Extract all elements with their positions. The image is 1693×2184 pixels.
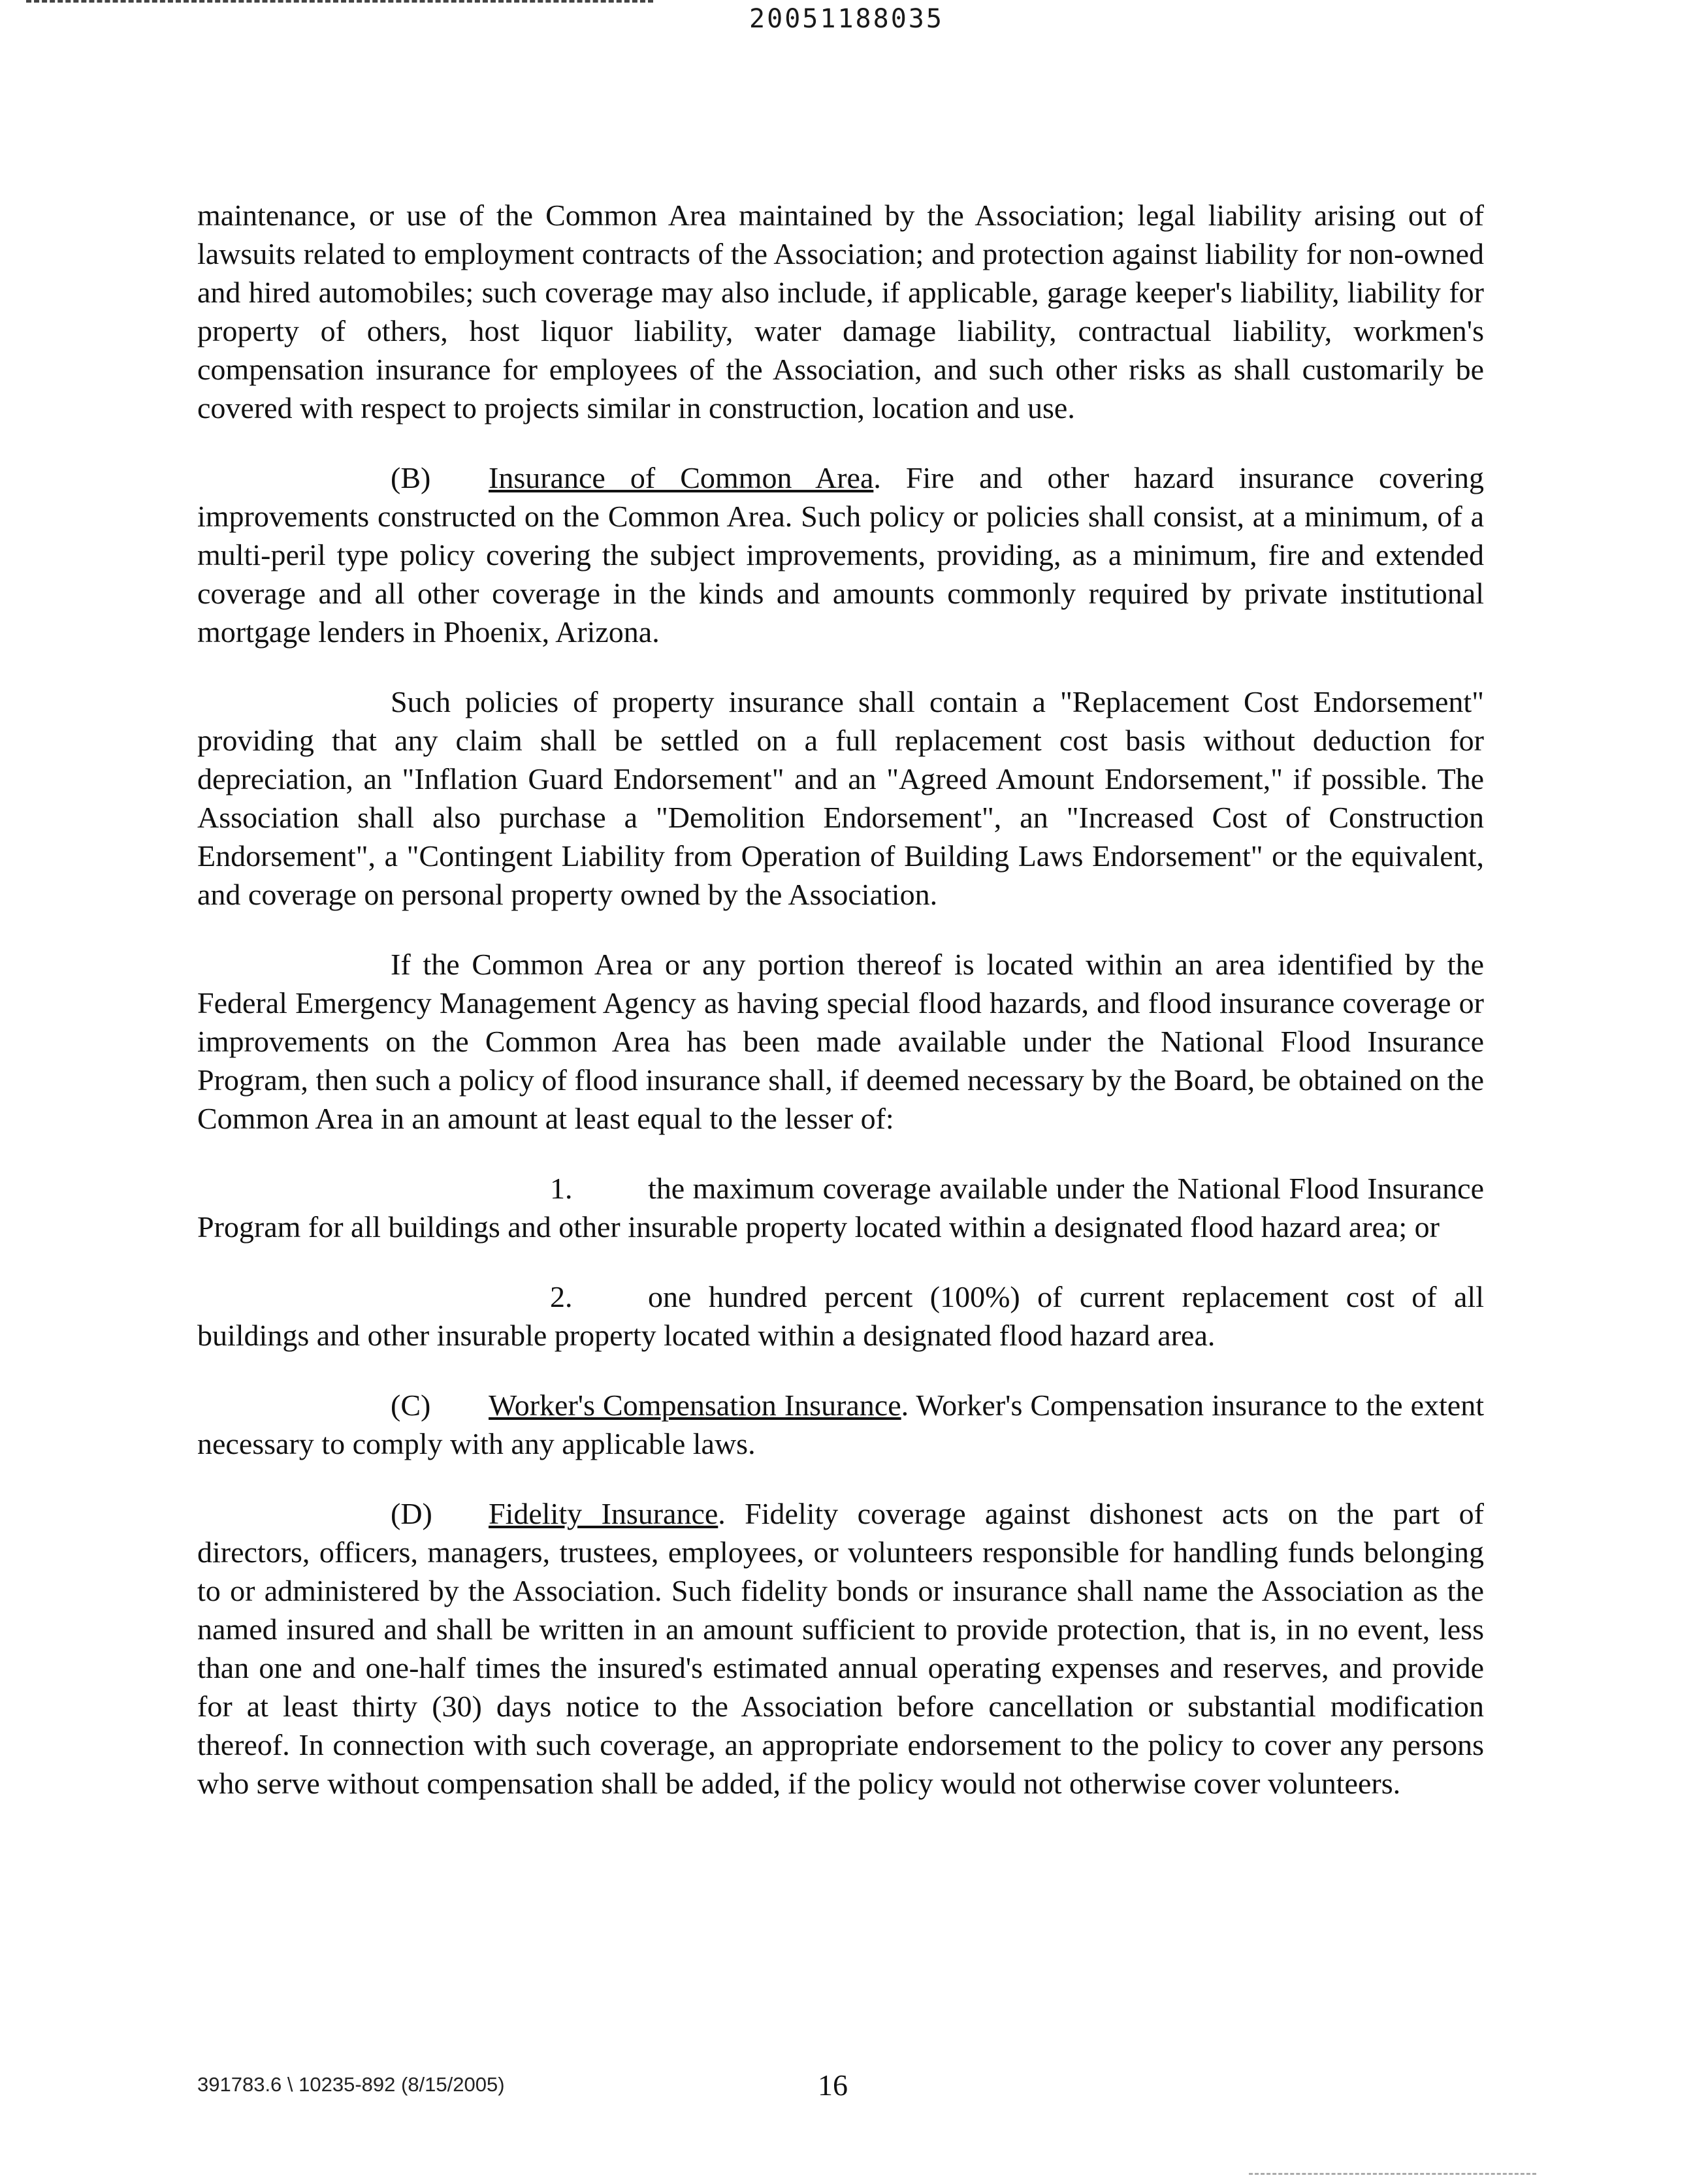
section-d-text: . Fidelity coverage against dishonest acts on the part of directors, officers, managers, trustees, employees, or volunteers responsible for handling funds belonging to or administered by the Association. Such fidelity bonds or insurance shall name the Association as the named insured and shall be written in an amount sufficient to provide protection, that is, in no event, less than one and one-half times the insured's estimated annual operating expenses and reserves, and provide for at least thirty (30) days notice to the Association before cancellation or substantial modification thereof. In connection with such coverage, an appropriate endorsement to the policy to cover any persons who serve without compensation shall be added, if the policy would not otherwise cover volunteers. [197,1497,1484,1800]
list-item-2-number: 2. [550,1280,573,1313]
footer-document-reference: 391783.6 \ 10235-892 (8/15/2005) [197,2073,505,2096]
list-item-1 [197,1169,1484,1246]
document-body [197,196,1484,1803]
list-item-1-text: the maximum coverage available under the National Flood Insurance Program for all buildings and other insurable property located within a designated flood hazard area; or [197,1172,1484,1244]
paragraph-replacement-cost: Such policies of property insurance shall contain a "Replacement Cost Endorsement" providing that any claim shall be settled on a full replacement cost basis without deduction for depreciation, an "Inflation Guard Endorsement" and an "Agreed Amount Endorsement," if possible. The Association shall also purchase a "Demolition Endorsement", an "Increased Cost of Construction Endorsement", a "Contingent Liability from Operation of Building Laws Endorsement" or the equivalent, and coverage on personal property owned by the Association. [197,685,1484,911]
list-item-2 [197,1277,1484,1355]
paragraph-liability-continued: maintenance, or use of the Common Area maintained by the Association; legal liability arising out of lawsuits related to employment contracts of the Association; and protection against liability for non-owned and hired automobiles; such coverage may also include, if applicable, garage keeper's liability, liability for property of others, host liquor liability, water damage liability, contractual liability, workmen's compensation insurance for employees of the Association, and such other risks as shall customarily be covered with respect to projects similar in construction, location and use. [197,199,1484,425]
scan-artifact-bottom [1249,2173,1536,2177]
section-d-title: Fidelity Insurance [489,1497,718,1530]
list-item-1-number: 1. [550,1172,573,1205]
paragraph-flood-hazard: If the Common Area or any portion thereof is located within an area identified by the Federal Emergency Management Agency as having special flood hazards, and flood insurance coverage or improvements on the Common Area has been made available under the National Flood Insurance Program, then such a policy of flood insurance shall, if deemed necessary by the Board, be obtained on the Common Area in an amount at least equal to the lesser of: [197,948,1484,1135]
section-b-label: (B) [391,461,431,494]
section-c-label: (C) [391,1389,431,1422]
list-item-2-text: one hundred percent (100%) of current replacement cost of all buildings and other insurable property located within a designated flood hazard area. [197,1280,1484,1352]
section-b-text: . Fire and other hazard insurance covering improvements constructed on the Common Area. Such policy or policies shall consist, at a minimum, of a multi-peril type policy covering the subject improvements, providing, as a minimum, fire and extended coverage and all other coverage in the kinds and amounts commonly required by private institutional mortgage lenders in Phoenix, Arizona. [197,461,1484,649]
document-number: 20051188035 [749,4,944,34]
section-c-title: Worker's Compensation Insurance [489,1389,901,1422]
paragraph-workers-compensation [197,1386,1484,1463]
paragraph-insurance-common-area [197,458,1484,651]
section-b-title: Insurance of Common Area [489,461,874,494]
page-number: 16 [818,2068,848,2102]
section-d-label: (D) [391,1497,432,1530]
paragraph-fidelity-insurance [197,1494,1484,1803]
section-c-text: . Worker's Compensation insurance to the extent necessary to comply with any applicable laws. [197,1389,1484,1460]
